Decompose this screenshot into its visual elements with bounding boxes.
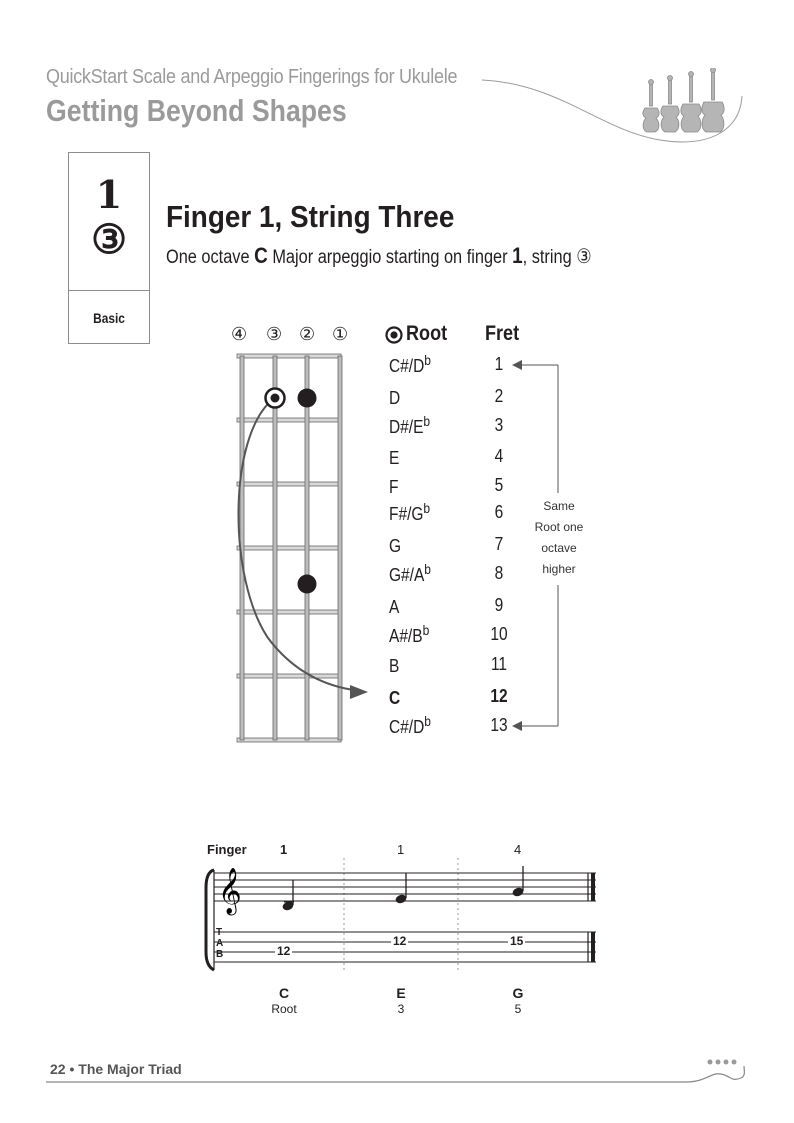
note-name: G [389, 536, 402, 556]
note-line: octave [541, 541, 577, 555]
string-number-1: ① [332, 324, 349, 345]
table-fret: 8 [494, 563, 504, 583]
table-note [389, 444, 399, 469]
note-dot-e [298, 389, 317, 408]
fret-wire [237, 674, 341, 678]
finger-label: Finger [207, 842, 247, 857]
sub-mid: Major arpeggio starting on finger [267, 247, 513, 268]
sub-string: ③ [576, 244, 592, 268]
fret-wire [237, 610, 341, 614]
sub-pre: One octave [166, 247, 255, 268]
fret-wire [237, 482, 341, 486]
table-note [389, 593, 399, 618]
table-note [389, 384, 400, 409]
note-name: C#/D [389, 717, 425, 737]
table-note [389, 561, 431, 586]
arrow-head [350, 680, 390, 704]
exercise-title: Finger 1, String Three [166, 199, 455, 234]
tab-fret: 12 [393, 934, 407, 948]
sub-post: , string [522, 247, 577, 268]
flat-symbol: b [423, 413, 431, 429]
flat-symbol: b [423, 500, 431, 516]
string-number-3: ③ [266, 324, 283, 345]
tab-note-name: C [278, 985, 290, 1001]
finger-number: 4 [514, 842, 522, 857]
table-note [389, 352, 431, 377]
table-note [389, 713, 431, 738]
chapter-title: The Major Triad [78, 1061, 182, 1077]
note-name: F#/G [389, 504, 424, 524]
tab-note-name: G [512, 985, 524, 1001]
table-fret: 3 [494, 415, 504, 435]
fret-wire [237, 738, 341, 742]
tab-degree: 5 [514, 1002, 522, 1016]
sub-finger: 1 [512, 243, 523, 268]
tab-letter: B [216, 949, 224, 960]
box-finger-number: 1 [95, 172, 123, 217]
table-note [389, 473, 398, 498]
root-dot [266, 389, 285, 408]
note-dot-g [298, 575, 317, 594]
note-line: Same [543, 499, 575, 513]
footer-sep: • [65, 1061, 79, 1077]
string-line [273, 356, 277, 740]
notation-staff [200, 858, 610, 978]
table-note [389, 652, 399, 677]
sub-key: C [254, 243, 268, 268]
table-fret: 13 [490, 715, 508, 735]
table-note [389, 684, 400, 709]
note-name: A#/B [389, 626, 423, 646]
fret-wire [237, 354, 341, 358]
flat-symbol: b [424, 352, 431, 368]
table-fret: 10 [490, 624, 508, 644]
footer-rule [46, 1052, 750, 1092]
table-note [389, 622, 429, 647]
note-name: F [389, 477, 399, 497]
fret-wire [237, 546, 341, 550]
tab-fret: 15 [510, 934, 524, 948]
box-divider [68, 290, 150, 291]
table-fret: 11 [490, 654, 508, 674]
table-fret: 7 [494, 534, 504, 554]
table-fret: 5 [494, 475, 504, 495]
flat-symbol: b [422, 622, 430, 638]
note-name: G#/A [389, 565, 425, 585]
box-string-number: ③ [91, 216, 127, 263]
fret-header: Fret [485, 322, 520, 345]
flat-symbol: b [424, 561, 431, 577]
string-numbers [231, 324, 361, 348]
note-name: E [389, 448, 400, 468]
box-level-label: Basic [93, 310, 125, 326]
page-number: 22 [50, 1061, 66, 1077]
table-note [389, 413, 430, 438]
string-line [338, 356, 342, 740]
table-fret: 9 [494, 595, 504, 615]
string-line [305, 356, 309, 740]
fret-wire [237, 418, 341, 422]
note-name: C [389, 688, 401, 708]
tab-letter: T [216, 927, 223, 938]
tab-fret: 12 [277, 944, 291, 958]
finger-number: 1 [280, 842, 288, 857]
note-name: C#/D [389, 356, 425, 376]
exercise-subtitle [166, 243, 592, 269]
header-title: Getting Beyond Shapes [46, 93, 347, 128]
ukuleles-icon [638, 68, 728, 136]
string-number-2: ② [299, 324, 316, 345]
root-circle-icon [385, 326, 403, 344]
table-fret: 12 [490, 686, 508, 706]
note-line: higher [542, 562, 576, 576]
tab-clef [216, 927, 223, 960]
table-fret: 6 [494, 502, 504, 522]
note-name: A [389, 597, 400, 617]
string-number-4: ④ [231, 324, 248, 345]
flat-symbol: b [424, 713, 431, 729]
table-fret: 2 [494, 386, 504, 406]
root-header-label: Root [406, 322, 448, 345]
note-name: B [389, 656, 400, 676]
tab-degree: Root [271, 1002, 297, 1016]
table-fret: 1 [494, 354, 504, 374]
note-line: Root one [534, 520, 584, 534]
note-name: D#/E [389, 417, 424, 437]
tab-degree: 3 [397, 1002, 405, 1016]
table-fret: 4 [494, 446, 504, 466]
tab-note-name: E [396, 985, 406, 1001]
header-subtitle: QuickStart Scale and Arpeggio Fingerings for Ukulele [46, 66, 458, 88]
table-note [389, 500, 430, 525]
tab-letter: A [216, 938, 224, 949]
octave-note [529, 496, 589, 580]
treble-clef-icon: 𝄞 [218, 869, 242, 913]
note-name: D [389, 388, 401, 408]
finger-number: 1 [397, 842, 405, 857]
table-note [389, 532, 401, 557]
fretboard-diagram [228, 348, 352, 748]
